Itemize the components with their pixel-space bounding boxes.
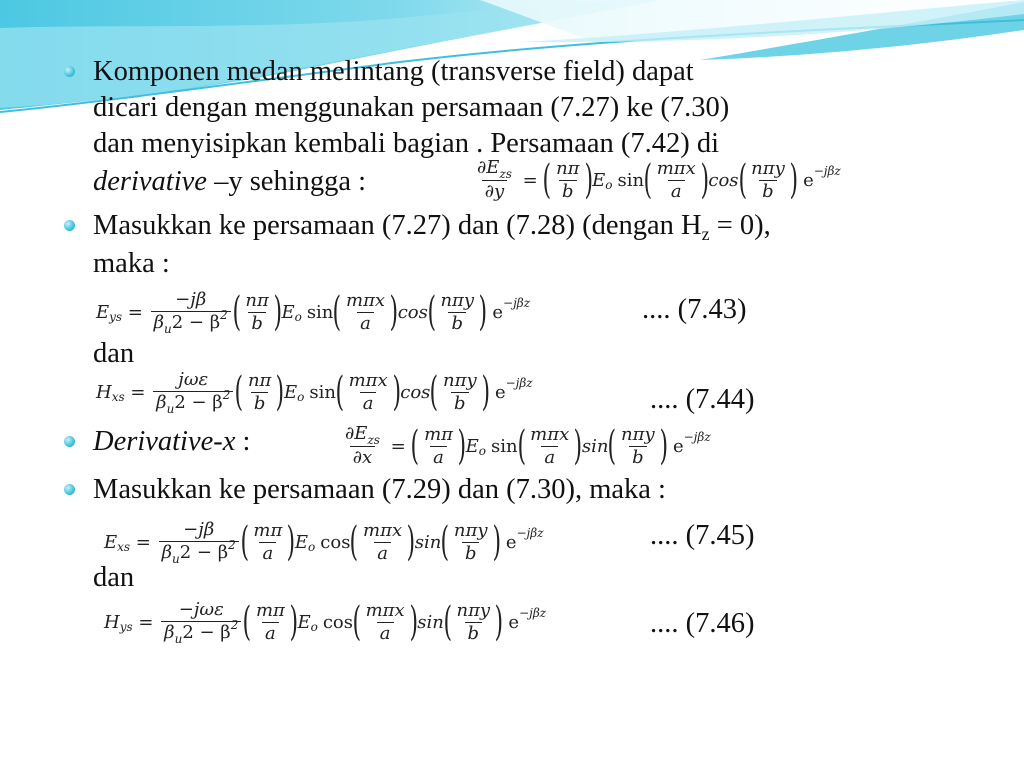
bullet-1-line-3: dan menyisipkan kembali bagian . Persamaan (7.42) di — [93, 128, 720, 159]
bullet-icon — [64, 436, 75, 447]
equation-label-7-46: .... (7.46) — [650, 608, 755, 639]
bullet-icon — [64, 66, 75, 77]
bullet-icon — [64, 220, 75, 231]
equation-Hys: H ys = $\frac{\text{−jωε}}{\beta_u2 - \beta^2}$ ( $\frac{m\pi}{a}$ ) E o cos ( $\frac{\text{mπx}}{a}$ ) sin ( $\frac{\text{nπy}}{b}$ ) e −jβz — [104, 599, 547, 646]
bullet-2-line-2: maka : — [93, 248, 170, 279]
bullet-1-line-2: dicari dengan menggunakan persamaan (7.27) ke (7.30) — [93, 92, 730, 123]
equation-label-7-43: .... (7.43) — [642, 294, 747, 325]
equation-Hxs: H xs = $\frac{\text{jωε}}{\beta_u2 - \beta^2}$ ( $\frac{n\pi}{b}$ ) E o sin ( $\frac{\text{mπx}}{a}$ ) cos ( $\frac{\text{nπy}}{b}$ ) e −jβz — [96, 369, 533, 416]
bullet-icon — [64, 484, 75, 495]
bullet-2-line-1: Masukkan ke persamaan (7.27) dan (7.28) (dengan $H_z = 0$), — [93, 210, 771, 244]
equation-dEzs-dx: $\frac{\partial E_{zs}}{\partial x}$ = ( $\frac{m\pi}{a}$ ) E o sin ( $\frac{\text{mπx}}{a}$ ) sin ( $\frac{\text{nπy}}{b}$ ) e −jβz — [345, 423, 711, 469]
bullet-4-line-1: Masukkan ke persamaan (7.29) dan (7.30), maka : — [93, 474, 666, 505]
bullet-3-line-1: Derivative-x : — [93, 426, 251, 457]
equation-Exs: E xs = $\frac{-j\beta}{\beta_u2 - \beta^2}$ ( $\frac{m\pi}{a}$ ) E o cos ( $\frac{\text{mπx}}{a}$ ) sin ( $\frac{\text{nπy}}{b}$ ) e −jβz — [104, 519, 544, 566]
equation-Eys: E ys = $\frac{-j\beta}{\beta_u2 - \beta^2}$ ( $\frac{n\pi}{b}$ ) E o sin ( $\frac{\text{mπx}}{a}$ ) cos ( $\frac{\text{nπy}}{b}$ ) e −jβz — [96, 289, 531, 336]
derivative-word: derivative — [93, 166, 207, 197]
dan-label: dan — [93, 338, 135, 369]
bullet-1-line-4 — [93, 164, 366, 200]
derivative-rest: –y sehingga : — [206, 166, 367, 197]
bullet-1-line-1: Komponen medan melintang (transverse field) dapat — [93, 56, 694, 87]
equation-label-7-44: .... (7.44) — [650, 384, 755, 415]
equation-label-7-45: .... (7.45) — [650, 520, 755, 551]
equation-dEzs-dy: $\frac{\partial E_{zs}}{\partial y}$ = ( $\frac{n\pi}{b}$ ) E o sin ( $\frac{\text{mπx}}{a}$ ) cos ( $\frac{\text{nπy}}{b}$ ) e −jβz — [477, 157, 841, 203]
dan-label: dan — [93, 562, 135, 593]
